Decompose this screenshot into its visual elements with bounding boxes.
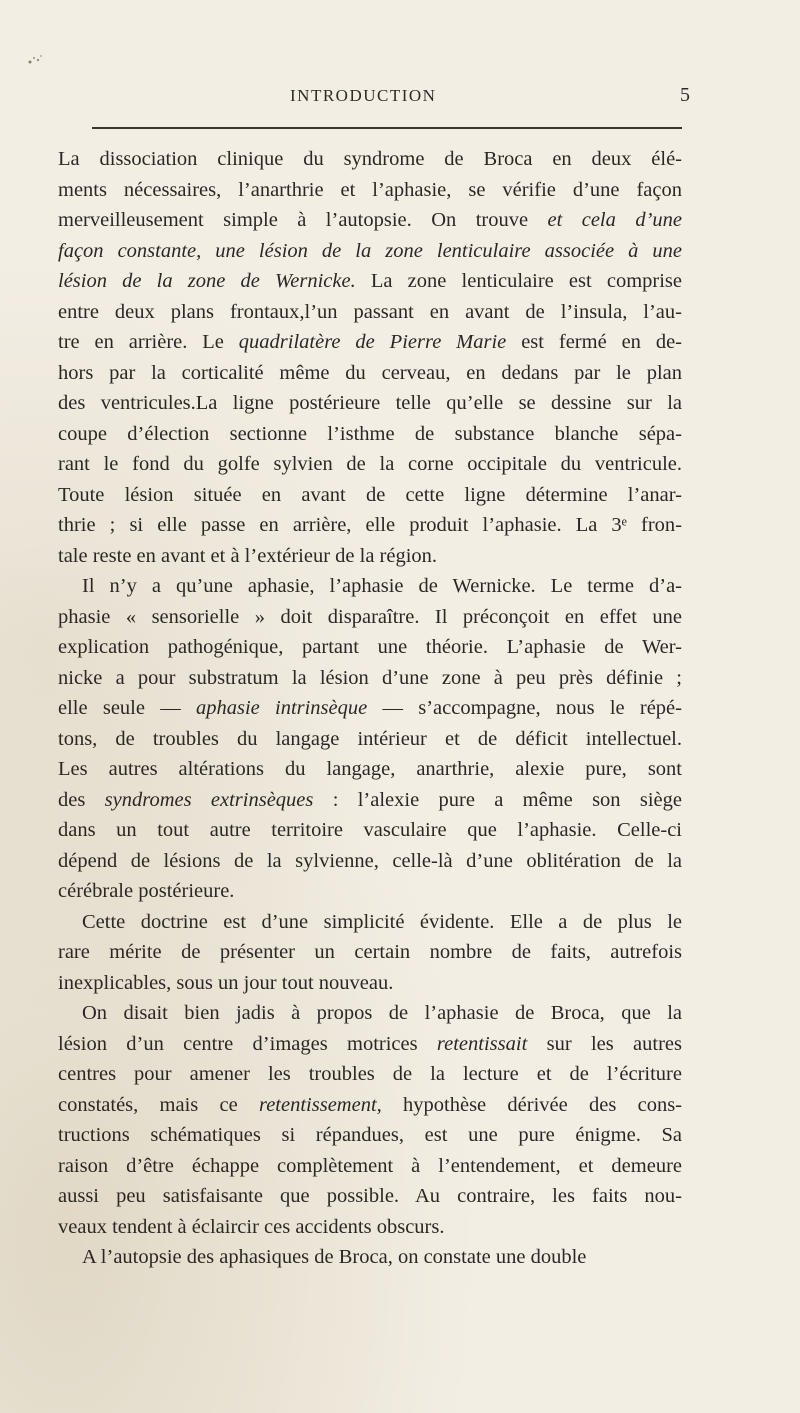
text-line (58, 358, 682, 389)
italic-span: façon constante, une lésion de la zone lenticulaire associée à une (58, 239, 682, 262)
text-span: hypothèse dérivée des cons- (381, 1093, 682, 1116)
text-span: rant le fond du golfe sylvien de la corne occipitale du ventricule. (58, 453, 682, 475)
text-span: rare mérite de présenter un certain nombre de faits, autrefois (58, 941, 682, 963)
text-span: A l’autopsie des aphasiques de Broca, on constate une double (82, 1246, 587, 1268)
header-rule (92, 127, 682, 129)
text-line (58, 1090, 682, 1121)
text-line (58, 815, 682, 846)
text-line (58, 1212, 682, 1243)
text-span: veaux tendent à éclaircir ces accidents obscurs. (58, 1215, 445, 1238)
text-span: inexplicables, sous un jour tout nouveau. (58, 971, 394, 994)
text-span: tons, de troubles du langage intérieur et de déficit intellectuel. (58, 727, 682, 750)
text-span: aussi peu satisfaisante que possible. Au contraire, les faits nou- (58, 1185, 682, 1207)
text-span: merveilleusement simple à l’autopsie. On trouve (58, 209, 548, 231)
text-line (58, 449, 682, 480)
paragraph (58, 998, 682, 1242)
text-span: sur les autres (527, 1032, 682, 1055)
text-span: cérébrale postérieure. (58, 880, 235, 902)
text-span: centres pour amener les troubles de la lecture et de l’écriture (58, 1063, 682, 1085)
text-line (58, 663, 682, 694)
running-head: INTRODUCTION (290, 86, 437, 105)
italic-span: retentissement, (258, 1093, 382, 1116)
text-line (58, 510, 682, 541)
paragraph (58, 1242, 682, 1273)
text-span: La dissociation clinique du syndrome de Broca en deux élé- (58, 148, 682, 170)
text-line (58, 144, 682, 175)
text-line (58, 480, 682, 511)
paragraph (58, 907, 682, 999)
page-number: 5 (680, 84, 690, 106)
text-span: constatés, mais ce (58, 1093, 259, 1116)
paragraph (58, 144, 682, 571)
text-line (58, 1242, 682, 1273)
text-span: est fermé en de- (506, 331, 682, 353)
italic-span: quadrilatère de Pierre Marie (238, 331, 507, 353)
text-span: La zone lenticulaire est comprise (355, 270, 683, 292)
text-span: des (58, 788, 105, 811)
text-span: elle seule — (58, 697, 196, 719)
ink-smudge (0, 40, 60, 70)
text-span: tale reste en avant et à l’extérieur de la région. (58, 544, 438, 567)
text-line (58, 937, 682, 968)
text-span: Toute lésion située en avant de cette ligne détermine l’anar- (58, 483, 682, 506)
text-line (58, 541, 682, 572)
text-line (58, 388, 682, 419)
text-line (58, 602, 682, 633)
text-line (58, 175, 682, 206)
text-span: ments nécessaires, l’anarthrie et l’aphasie, se vérifie d’une façon (58, 178, 682, 201)
text-span: raison d’être échappe complètement à l’entendement, et demeure (58, 1154, 682, 1177)
body-text (58, 144, 682, 1273)
text-line (58, 876, 682, 907)
text-line (58, 754, 682, 785)
text-line (58, 236, 682, 267)
text-span: tre en arrière. Le (58, 331, 239, 353)
text-span: des ventricules.La ligne postérieure telle qu’elle se dessine sur la (58, 392, 682, 414)
text-span: nicke a pour substratum la lésion d’une zone à peu près définie ; (58, 666, 682, 689)
text-line (58, 907, 682, 938)
text-line (58, 1029, 682, 1060)
text-span: tructions schématiques si répandues, est une pure énigme. Sa (58, 1124, 682, 1146)
text-span: coupe d’élection sectionne l’isthme de substance blanche sépa- (58, 422, 682, 445)
text-span: dépend de lésions de la sylvienne, celle-là d’une oblitération de la (58, 849, 682, 872)
text-line (58, 1151, 682, 1182)
text-line (58, 266, 682, 297)
text-span: lésion d’un centre d’images motrices (58, 1032, 437, 1055)
italic-span: et cela d’une (547, 209, 682, 231)
text-span: entre deux plans frontaux,l’un passant en avant de l’insula, l’au- (58, 300, 682, 323)
text-line (58, 1181, 682, 1212)
text-line (58, 327, 682, 358)
text-line (58, 693, 682, 724)
italic-span: lésion de la zone de Wernicke. (58, 270, 356, 292)
text-line (58, 419, 682, 450)
text-line (58, 724, 682, 755)
italic-span: aphasie intrinsèque (195, 697, 368, 719)
text-span: — s’accompagne, nous le répé- (367, 697, 682, 719)
text-span: Cette doctrine est d’une simplicité évidente. Elle a de plus le (82, 910, 682, 933)
text-span: phasie « sensorielle » doit disparaître. Il préconçoit en effet une (58, 605, 682, 628)
text-line (58, 846, 682, 877)
text-line (58, 1059, 682, 1090)
text-line (58, 297, 682, 328)
text-line (58, 632, 682, 663)
text-span: dans un tout autre territoire vasculaire que l’aphasie. Celle-ci (58, 819, 682, 841)
text-line (58, 998, 682, 1029)
text-line (58, 968, 682, 999)
text-span: Il n’y a qu’une aphasie, l’aphasie de Wernicke. Le terme d’a- (82, 575, 682, 597)
text-line (58, 1120, 682, 1151)
text-span: explication pathogénique, partant une théorie. L’aphasie de Wer- (58, 636, 682, 658)
text-line (58, 571, 682, 602)
text-line (58, 785, 682, 816)
text-line (58, 205, 682, 236)
text-span: On disait bien jadis à propos de l’aphasie de Broca, que la (82, 1002, 682, 1024)
text-span: Les autres altérations du langage, anarthrie, alexie pure, sont (58, 758, 682, 780)
italic-span: syndromes extrinsèques (104, 788, 314, 811)
text-span: hors par la corticalité même du cerveau, en dedans par le plan (58, 361, 682, 384)
text-span: thrie ; si elle passe en arrière, elle produit l’aphasie. La 3ᵉ fron- (58, 514, 682, 536)
page-header (270, 86, 690, 114)
italic-span: retentissait (436, 1032, 528, 1055)
paragraph (58, 571, 682, 907)
text-span: : l’alexie pure a même son siège (313, 788, 682, 811)
